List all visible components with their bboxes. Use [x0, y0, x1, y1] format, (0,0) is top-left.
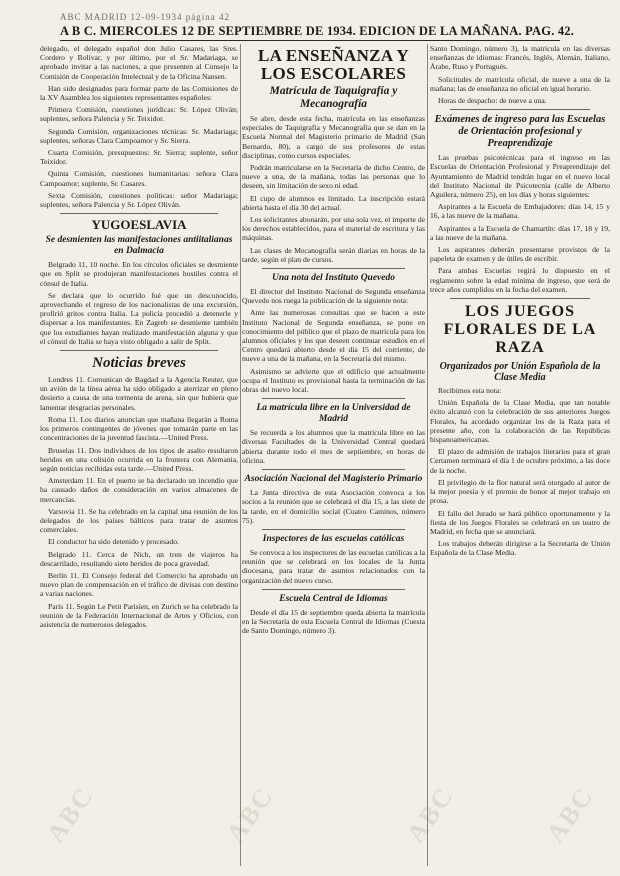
paragraph: Ante las numerosas consultas que se hacen a este Instituto Nacional de Segunda enseñanza, se pone en conocimiento del público que el plazo de matrícula para los alumnos oficiales y los que deseen continuar estudios en el Centro quedará abierto desde el día 15 del corriente, de nueve a una de la mañana, en la Secretaría del mismo. [242, 308, 425, 364]
abc-watermark: ABC [40, 781, 100, 848]
abc-watermark: ABC [220, 781, 280, 848]
divider [60, 213, 218, 214]
ensenanza-title: LA ENSEÑANZA Y LOS ESCOLARES [258, 46, 409, 83]
juegos-florales-title: LOS JUEGOS FLORALES DE LA RAZA [443, 303, 597, 357]
paragraph: Se recuerda a los alumnos que la matrícula libre en las diversas Facultades de la Universidad Central quedará abierta durante todo el mes de septiembre, en horas de oficina. [242, 428, 425, 465]
inspectores-title: Inspectores de las escuelas católicas [262, 533, 405, 544]
paragraph: El conductor ha sido detenido y procesado. [48, 537, 179, 547]
paragraph: Santo Domingo, número 3), la matrícula en las diversas enseñanzas de idiomas: Francés, Inglés, Alemán, Italiano, Árabe, Ruso y Portugués. [430, 44, 610, 72]
paragraph: Han sido designados para formar parte de las Comisiones de la XV Asamblea los siguientes representantes españoles: [40, 83, 238, 103]
paragraph: El plazo de admisión de trabajos literarios para el gran Certamen terminará el día 1 de octubre próximo, a las doce de la noche. [430, 447, 610, 475]
paragraph: Bruselas 11. Dos individuos de los tipos de asalto resultaron heridos en una colisión ocurrida en la frontera con Alemania, según noticias recibidas esta tarde.—United Press. [40, 445, 238, 473]
paragraph: Los aspirantes deberán presentarse provistos de la papeleta de examen y de útiles de escribir. [430, 245, 610, 264]
intro-text [40, 44, 238, 209]
paragraph: delegado, el delegado español don Julio Casares, las Sres. Cordero y Bolívar, y por último, por el Sr. Madariaga, se aprobado invitar a las naciones, a que presenten al Consejo la Comisión de Cooperación Intelectual y de la Oficina Nansen. [40, 44, 238, 81]
paragraph: Los trabajos deberán dirigirse a la Secretaría de Unión Española de la Clase Media. [430, 539, 610, 558]
top-margin-line: ABC MADRID 12-09-1934 página 42 [60, 12, 230, 22]
page-header: A B C. MIERCOLES 12 DE SEPTIEMBRE DE 1934. EDICION DE LA MAÑANA. PAG. 42. [60, 24, 560, 41]
divider [262, 469, 405, 470]
divider [262, 529, 405, 530]
magisterio-title: Asociación Nacional del Magisterio Primario [244, 474, 423, 485]
paragraph: Podrán matricularse en la Secretaría de dicho Centro, de nueve a una, de la mañana, todas las personas que lo deseen, sin limitación de sexo ni edad. [242, 163, 425, 191]
column-3 [430, 44, 610, 876]
paragraph: Solicitudes de matrícula oficial, de nueve a una de la mañana; las de enseñanza no oficial en igual horario. [430, 74, 610, 93]
paragraph: Belgrado 11. Cerca de Nich, un tren de viajeros ha descarrilado, resultando siete heridos de poca gravedad. [40, 549, 238, 568]
paragraph: Asimismo se advierte que el edificio que actualmente ocupa el Instituto es provisional hasta la terminación de las obras del nuevo local. [242, 366, 425, 395]
yugoslavia-heading: Se desmienten las manifestaciones antiitalianas en Dalmacia [45, 235, 233, 257]
divider [450, 109, 590, 110]
paragraph: Primera Comisión, cuestiones jurídicas: Sr. López Oliván; suplentes, señora Palencia y Sr. Teixidor. [40, 105, 238, 124]
divider [262, 398, 405, 399]
paragraph: Quinta Comisión, cuestiones humanitarias: señora Clara Campoamor; suplente, Sr. Casares. [40, 169, 238, 188]
paragraph: Horas de despacho: de nueve a una. [438, 96, 547, 106]
divider [262, 589, 405, 590]
paragraph: Para ambas Escuelas regirá lo dispuesto en el reglamento sobre la edad mínima de ingreso, que será de trece años cumplidos en la fecha del examen. [430, 266, 610, 294]
paragraph: Se declara que lo ocurrido fué que un desconocido, aprovechando el regreso de los nacionalistas de una excursión, profirió gritos contra Italia. La policía procedió a detenerle y dispersar a los manifestantes. En Zagreb se desmiente también que los estudiantes hayan realizado manifestación alguna y que el cónsul de Italia se haya visto obligado a salir de Split. [40, 290, 238, 346]
paragraph: Roma 11. Los diarios anuncian que mañana llegarán a Roma los primeros contingentes de jóvenes que tomarán parte en las concentraciones de la juventud fascista.—United Press. [40, 414, 238, 443]
paragraph: Se abre, desde esta fecha, matrícula en las enseñanzas especiales de Taquigrafía y Mecanografía que se dan en la Escuela Normal del Magisterio primario de Madrid (San Bernardo, 80), a cargo de sus profesores de estas disciplinas, como cursos especiales. [242, 114, 425, 160]
taquigrafia-title: Matrícula de Taquigrafía y Mecanografía [269, 85, 398, 110]
idiomas-title: Escuela Central de Idiomas [279, 593, 388, 604]
column-rule-1 [240, 44, 241, 866]
paragraph: Londres 11. Comunican de Bagdad a la Agencia Reuter, que un avión de la línea aérea ha sido obligado a aterrizar en pleno desierto a causa de una tormenta de arena, sin que hubiera que lamentar desgracias personales. [40, 375, 238, 412]
juegos-florales-subtitle: Organizados por Unión Española de la Clase Media [439, 361, 601, 384]
paragraph: El director del Instituto Nacional de Segunda enseñanza Quevedo nos ruega la publicación de la siguiente nota: [242, 287, 425, 306]
column-rule-2 [427, 44, 428, 866]
paragraph: El privilegio de la flor natural será otorgado al autor de la mejor poesía y el premio de honor al mejor trabajo en prosa. [430, 477, 610, 506]
paragraph: Sexta Comisión, cuestiones políticas: señor Madariaga; suplentes, señora Palencia y Sr. López Oliván. [40, 190, 238, 210]
noticias-title: Noticias breves [92, 355, 186, 372]
paragraph: Aspirantes a la Escuela de Embajadores: días 14, 15 y 16, a las nueve de la mañana. [430, 202, 610, 221]
paragraph: Desde el día 15 de septiembre queda abierta la matrícula en la Secretaría de esta Escuela Central de Idiomas (Cuesta de Santo Domingo, número 3). [242, 607, 425, 636]
paragraph: El fallo del Jurado se hará público oportunamente y la fiesta de los Juegos Florales se celebrará en un teatro de Madrid, en fecha que se anunciará. [430, 508, 610, 536]
paragraph: Aspirantes a la Escuela de Chamartín: días 17, 18 y 19, a las nueve de la mañana. [430, 223, 610, 242]
examenes-title: Exámenes de ingreso para las Escuelas de Orientación profesional y Preaprendizaje [434, 114, 606, 150]
divider [60, 350, 218, 351]
paragraph: Las pruebas psicotécnicas para el ingreso en las Escuelas de Orientación Profesional y Preaprendizaje del Ayuntamiento de Madrid tendrán lugar en el nuevo local del Instituto Nacional de Psicotecnia (calle de Alberto Aguilera, número 25), en los días y horas siguientes: [430, 153, 610, 200]
divider [262, 268, 405, 269]
paragraph: Berlín 11. El Consejo federal del Comercio ha aprobado un nuevo plan de compensación en el tráfico de divisas con destino a varias naciones. [40, 570, 238, 599]
paragraph: Se convoca a los inspectores de las escuelas católicas a la reunión que se celebrará en los locales de la Junta diocesana, para tratar de asuntos relacionados con la organización del nuevo curso. [242, 547, 425, 585]
paragraph: Las clases de Mecanografía serán diarias en horas de la tarde, según el plan de cursos. [242, 245, 425, 264]
paragraph: Varsovia 11. Se ha celebrado en la capital una reunión de los delegados de los países bálticos para tratar de asuntos comerciales. [40, 506, 238, 535]
paragraph: Recibimos esta nota: [438, 386, 502, 396]
column-1 [40, 44, 238, 876]
paragraph: El cupo de alumnos es limitado. La inscripción estará abierta hasta el día 30 del actual. [242, 193, 425, 212]
paragraph: Belgrado 11, 10 noche. En los círculos oficiales se desmiente que en Split se produjeran manifestaciones hostiles contra el cónsul de Italia. [40, 260, 238, 288]
paragraph: Amsterdam 11. En el puerto se ha declarado un incendio que ha causado daños de consideración en varios almacenes de mercancías. [40, 476, 238, 504]
paragraph: Los solicitantes abonarán, por una sola vez, el importe de los derechos establecidos, para el material de escritura y las máquinas. [242, 215, 425, 243]
matricula-libre-title: La matrícula libre en la Universidad de Madrid [256, 403, 411, 425]
paragraph: Unión Española de la Clase Media, que tan notable éxito alcanzó con la celebración de sus anteriores Juegos Florales, ha acordado organizar los de la Raza para el presente año, con la colaboración de las Repúblicas hispanoamericanas. [430, 398, 610, 445]
paragraph: París 11. Según Le Petit Parisien, en Zurich se ha celebrado la reunión de la Federación Internacional de Artes y Oficios, con asistencia de numerosos delegados. [40, 601, 238, 629]
divider [450, 298, 590, 299]
column-2 [242, 44, 425, 876]
paragraph: Cuarta Comisión, presupuestos: Sr. Sierra; suplente, señor Teixidor. [40, 148, 238, 167]
quevedo-title: Una nota del Instituto Quevedo [272, 273, 395, 284]
paragraph: La Junta directiva de esta Asociación convoca a los socios a la reunión que se celebrará el día 15, a las siete de la tarde, en el domicilio social (Cuatro Caminos, número 75). [242, 488, 425, 525]
abc-watermark: ABC [400, 781, 460, 848]
yugoslavia-title: YUGOESLAVIA [91, 217, 187, 233]
paragraph: Segunda Comisión, organizaciones técnicas: Sr. Madariaga; suplentes, señoras Clara Campoamor y Sr. Sierra. [40, 126, 238, 145]
abc-watermark: ABC [540, 781, 600, 848]
